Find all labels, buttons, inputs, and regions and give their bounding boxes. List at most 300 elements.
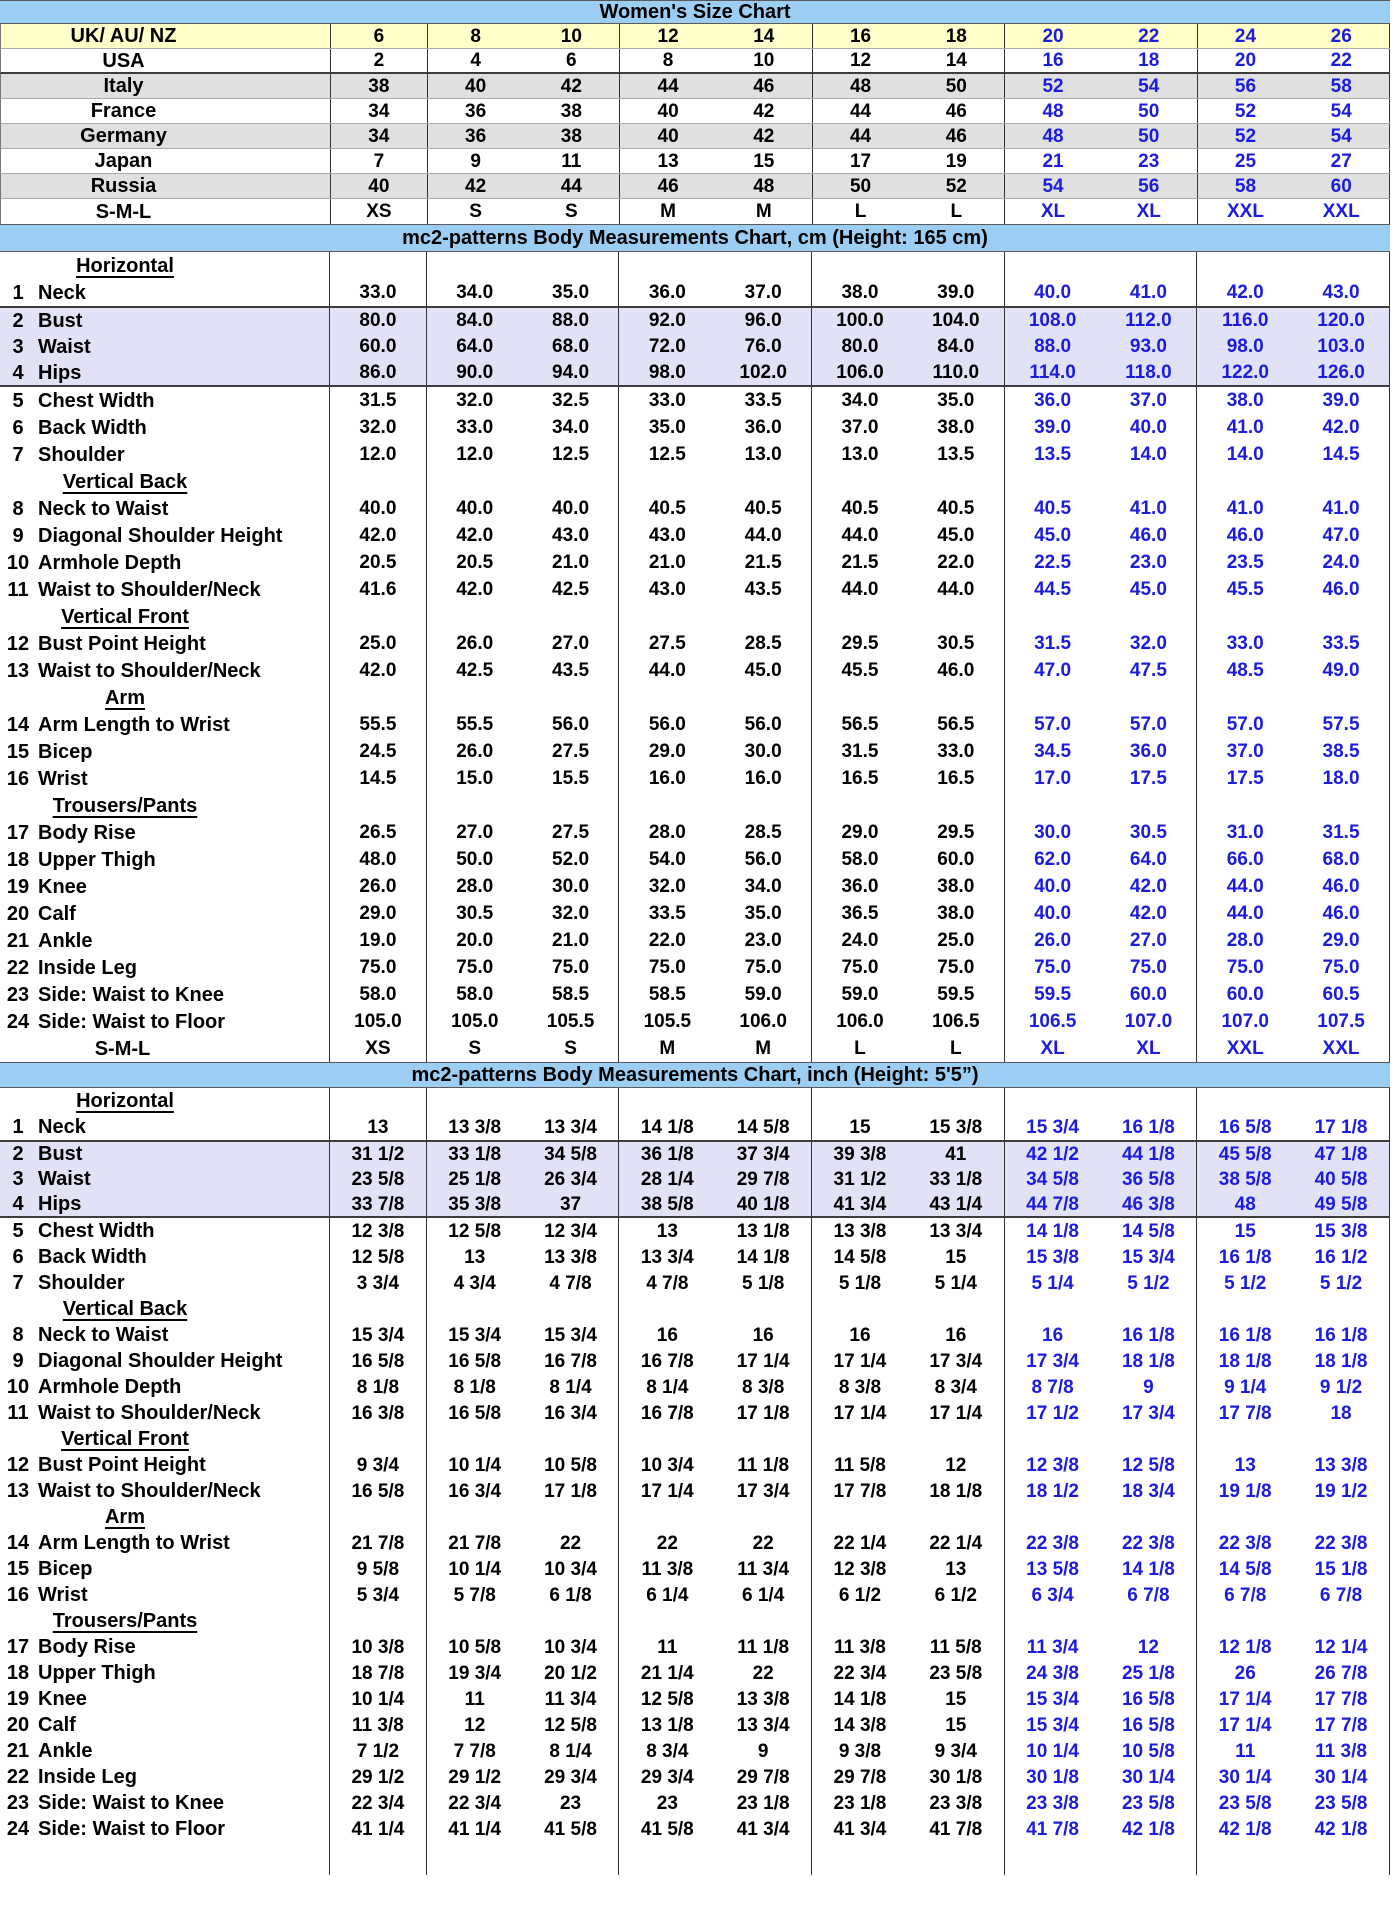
cell-value: 20 1/2 [523,1660,620,1686]
cell-value: 80.0 [841,336,879,357]
cell-value: 13 3/8 [715,1686,812,1712]
cell-value: 6 7/8 [1101,1582,1198,1608]
cell-value: 22 3/4 [448,1792,502,1814]
cell-value: 14.0 [1226,444,1264,465]
cell-value: 14 1/8 [715,1244,812,1270]
cell-value [1101,1296,1198,1322]
cell-value: 75.0 [1034,957,1072,978]
cell-value: 19 1/8 [1218,1480,1272,1502]
cell-value: 13 3/4 [715,1712,812,1738]
cell-value [330,1426,427,1452]
row-label-cell [0,1426,330,1452]
cell-value: 18 1/8 [1218,1350,1272,1372]
cell-value: 33.0 [330,279,427,306]
cell-value: 30.5 [1101,819,1198,846]
cell-value [1005,1842,1101,1875]
cell-value: 13 3/4 [908,1218,1005,1244]
cell-value [330,792,427,819]
cell-value [523,603,620,630]
cell-value: 12 1/8 [1218,1636,1272,1658]
cell-value: 12 5/8 [1101,1452,1198,1478]
cell-value: 33.5 [1293,630,1390,657]
row-number: 23 [6,1792,30,1814]
cell-value: 36 [465,125,487,147]
row-number: 18 [6,1662,30,1684]
cell-value [715,792,812,819]
cell-value: 19.0 [330,927,427,954]
measurement-label: Chest Width [38,389,155,412]
cell-value: 49 5/8 [1293,1192,1390,1216]
row-label-cell [0,792,330,819]
cell-value: 18 1/8 [1293,1348,1390,1374]
cell-value [330,684,427,711]
cell-value: 10 5/8 [523,1452,620,1478]
cell-value: 41 5/8 [640,1818,694,1840]
cell-value: 23.5 [1226,552,1264,573]
cell-value [812,468,908,495]
cell-value: 57.5 [1293,711,1390,738]
cell-value: 27.0 [456,822,494,843]
cell-value: 19 1/2 [1293,1478,1390,1504]
measurement-label: Bust Point Height [38,1454,206,1476]
cell-value: 14 1/8 [640,1116,694,1138]
cell-value [1005,468,1101,495]
cell-value: 37.0 [715,279,812,306]
cell-value: 16 5/8 [330,1478,427,1504]
cell-value: 34.0 [523,414,620,441]
cell-value: 15 3/4 [1026,1714,1079,1736]
cell-value: 5 1/8 [715,1270,812,1296]
row-label: France [90,100,157,122]
cell-value: 17 [849,150,872,172]
cell-value: 44 [849,125,872,147]
table-row [0,24,1390,49]
cell-value: 58 [1293,74,1390,98]
cell-value: 42.0 [456,579,494,600]
cell-value: 80.0 [330,308,427,333]
cell-value [330,603,427,630]
cell-value: 8 1/4 [646,1376,689,1398]
cell-value: 22.5 [1034,552,1072,573]
cell-value: 62.0 [1034,849,1072,870]
cell-value [523,468,620,495]
cell-value: 16 5/8 [448,1350,502,1372]
cell-value: 84.0 [456,310,494,331]
cell-value: 105.5 [643,1011,692,1032]
row-number: 6 [12,1246,24,1268]
cell-value [1101,1608,1198,1634]
cell-value [812,1608,908,1634]
cell-value: 41.0 [1293,495,1390,522]
cell-value: 20.5 [456,552,494,573]
cell-value: 52 [1234,125,1257,147]
cell-value [908,792,1005,819]
row-number: 10 [6,1376,30,1398]
cell-value [427,468,523,495]
cell-value: 17 1/4 [715,1348,812,1374]
cell-value: M [659,1038,676,1059]
cell-value: 24 [1234,25,1257,47]
cell-value: 17 3/4 [908,1348,1005,1374]
table-row [0,954,1390,981]
cell-value: 14 5/8 [833,1246,887,1268]
cell-value: 22 [1101,24,1198,48]
cell-value: 17 1/4 [908,1400,1005,1426]
cell-value [1005,684,1101,711]
cell-value: 56.0 [715,846,812,873]
cell-value: 42 1/2 [1026,1143,1079,1165]
cell-value: 31.0 [1226,822,1264,843]
cell-value: 40.0 [1034,903,1072,924]
cell-value: 49.0 [1293,657,1390,684]
cell-value: 46 [657,175,679,197]
cell-value: XL [1040,201,1066,222]
cell-value [619,603,715,630]
cell-value: 18 [1101,49,1198,72]
cell-value [1101,1088,1198,1114]
cell-value: 16 1/8 [1218,1246,1272,1268]
cell-value: XS [330,1035,427,1062]
cell-value [619,1296,715,1322]
table-row [0,711,1390,738]
cell-value: 116.0 [1221,310,1269,331]
row-label-cell [0,468,330,495]
table-row [0,1530,1390,1556]
cell-value: 98.0 [1226,336,1264,357]
cell-value: 33.5 [648,903,686,924]
cell-value: XXL [1293,199,1390,224]
cell-value [330,1296,427,1322]
cell-value: 16 1/8 [1101,1114,1198,1140]
cell-value [427,252,523,279]
cell-value: 16 7/8 [640,1350,694,1372]
row-number: 2 [12,309,24,332]
cell-value: 15 3/8 [1026,1246,1079,1268]
table-row [0,414,1390,441]
cell-value: 38 [331,74,428,98]
cell-value: 48 [716,174,813,198]
table-row [0,252,1390,279]
cell-value: 43.0 [1293,279,1390,306]
cell-value [908,252,1005,279]
cell-value: 46.0 [1101,522,1198,549]
cell-value: 11 1/8 [715,1634,812,1660]
cell-value: 13 [657,150,679,172]
row-label-cell [0,1582,330,1608]
cell-value: 29.5 [841,633,879,654]
row-label-cell [0,1348,330,1374]
row-number: 14 [6,713,30,736]
cell-value: 17 1/8 [523,1478,620,1504]
cell-value: 33.0 [648,390,686,411]
cell-value: 36 5/8 [1101,1166,1198,1192]
table-row [0,124,1390,149]
cell-value: 27.5 [523,738,620,765]
cell-value: 44.0 [841,525,879,546]
row-label-cell [0,333,330,360]
cell-value: 17.0 [1034,768,1072,789]
cm-measurement-rows [0,252,1390,1062]
cell-value: 17 1/4 [833,1350,887,1372]
cell-value: 46.0 [1293,873,1390,900]
cell-value: 52 [1234,100,1257,122]
measurement-label: Wrist [38,767,88,790]
cell-value: 39 3/8 [833,1143,887,1165]
cell-value [523,1426,620,1452]
cell-value [619,684,715,711]
cell-value: 38.0 [1226,390,1264,411]
cell-value [908,1504,1005,1530]
cell-value: 40.5 [648,498,686,519]
cell-value: 31.5 [841,741,879,762]
table-row [0,360,1390,387]
cell-value: 54 [1101,74,1198,98]
cell-value [812,1088,908,1114]
cell-value: 5 1/2 [1101,1270,1198,1296]
cell-value: 27.0 [1101,927,1198,954]
cell-value [715,1608,812,1634]
cell-value: 9 3/4 [330,1452,427,1478]
cell-value: 23 1/8 [833,1792,887,1814]
cell-value: 22.0 [648,930,686,951]
row-label-cell [0,1452,330,1478]
table-row [0,1374,1390,1400]
measurement-label: Inside Leg [38,956,137,979]
cell-value [908,1296,1005,1322]
cell-value: 36.5 [841,903,879,924]
cell-value: 4 7/8 [523,1270,620,1296]
cell-value: 42.0 [456,525,494,546]
inch-chart-title: mc2-patterns Body Measurements Chart, inch (Height: 5'5”) [411,1063,979,1086]
cell-value: 9 1/2 [1293,1374,1390,1400]
cell-value: 58.5 [523,981,620,1008]
cell-value: 100.0 [836,310,884,331]
cell-value: 13 [1234,1454,1256,1476]
cell-value: 60.0 [1101,981,1198,1008]
cell-value: 9 1/4 [1224,1376,1267,1398]
cell-value: 46 [908,124,1005,148]
cell-value: 40.5 [715,495,812,522]
cell-value: 13 3/4 [523,1114,620,1140]
row-label-cell [0,1530,330,1556]
cell-value: 50 [1101,99,1198,123]
measurement-label: Shoulder [38,443,125,466]
cell-value: 110.0 [908,360,1005,385]
row-label-cell [1,174,331,198]
row-label-cell [0,1608,330,1634]
cell-value: 23 5/8 [1293,1790,1390,1816]
measurement-label: Upper Thigh [38,1662,156,1684]
cell-value [812,1504,908,1530]
cell-value: 59.5 [908,981,1005,1008]
cell-value: 11 3/8 [834,1636,886,1658]
cell-value: 15 3/8 [1293,1218,1390,1244]
cell-value: 10 5/8 [448,1636,502,1658]
row-number: 21 [6,1740,30,1762]
measurement-label: Neck [38,281,86,304]
table-row [0,819,1390,846]
cell-value: 38 [523,124,620,148]
cell-value: 21 [1042,150,1064,172]
size-chart-title-band [0,0,1390,24]
cell-value [812,603,908,630]
cell-value: 31 1/2 [330,1142,427,1166]
cell-value [1005,792,1101,819]
cell-value: 22 1/4 [908,1530,1005,1556]
cell-value: 16 [715,1322,812,1348]
cell-value: 15 [849,1116,871,1138]
measurement-label: Armhole Depth [38,551,182,574]
row-number: 17 [6,1636,30,1658]
section-label: Arm [104,686,145,709]
cell-value: 29 1/2 [330,1764,427,1790]
cell-value: 32.0 [330,414,427,441]
cell-value: 41.0 [1226,498,1264,519]
cell-value: 40.0 [330,495,427,522]
cell-value [427,603,523,630]
cell-value: 16 [1042,1324,1064,1346]
row-label-cell [1,199,331,224]
cell-value: 16 5/8 [1101,1686,1198,1712]
table-row [0,630,1390,657]
cell-value: 8 1/4 [523,1738,620,1764]
table-row [0,576,1390,603]
row-label-cell [0,387,330,414]
cell-value: 90.0 [456,362,494,383]
measurement-label: Neck to Waist [38,1324,169,1346]
cell-value: 30 1/4 [1218,1766,1272,1788]
cell-value: 15 [1234,1220,1256,1242]
table-row [0,792,1390,819]
cell-value [1101,603,1198,630]
cell-value: 38.5 [1293,738,1390,765]
cell-value: 43.0 [648,525,686,546]
section-label: Vertical Front [61,1428,189,1450]
cell-value: 22 [1293,49,1390,72]
cell-value: 40 [465,75,487,97]
cell-value: 105.0 [330,1008,427,1035]
cell-value: 14 [908,49,1005,72]
table-row [0,1218,1390,1244]
cell-value: 42 [716,99,813,123]
cell-value: 20.5 [330,549,427,576]
cell-value [812,792,908,819]
cell-value: 34 5/8 [523,1142,620,1166]
cell-value [1005,1504,1101,1530]
cell-value: 8 1/8 [453,1376,496,1398]
cell-value: M [660,201,676,222]
cell-value [619,1842,715,1875]
cell-value: 12.0 [330,441,427,468]
cell-value: 33 7/8 [330,1192,427,1216]
table-row [0,1348,1390,1374]
cell-value: 17 1/4 [1218,1714,1272,1736]
cell-value: 29 3/4 [523,1764,620,1790]
row-label-cell [0,603,330,630]
cell-value: 16 [1042,50,1064,71]
cell-value: 41.6 [330,576,427,603]
table-row [0,1400,1390,1426]
cell-value: 40.5 [908,495,1005,522]
cell-value: 17 1/4 [833,1402,887,1424]
cell-value: 32.0 [456,390,494,411]
cell-value: 12 [849,50,872,71]
cell-value: 29.0 [648,741,686,762]
row-label: Japan [94,150,153,172]
measurement-label: Arm Length to Wrist [38,713,230,736]
cell-value: 44 [523,174,620,198]
cell-value: 6 3/4 [1031,1584,1074,1606]
row-label-cell [1,124,331,148]
cell-value [523,252,620,279]
cell-value: 35.0 [523,279,620,306]
cell-value: 86.0 [330,360,427,385]
cell-value: 5 1/4 [908,1270,1005,1296]
row-label-cell [0,522,330,549]
cell-value: 17 7/8 [1293,1686,1390,1712]
cell-value: 108.0 [1028,310,1077,331]
cell-value: 106.0 [836,1011,884,1032]
measurement-label: Waist [38,335,91,358]
cell-value: 26 [1234,1662,1256,1684]
cell-value: 16 1/8 [1218,1324,1272,1346]
table-footer-space [0,1842,1390,1875]
cell-value: 20.0 [456,930,494,951]
cell-value: 35.0 [908,387,1005,414]
cell-value [1293,1088,1390,1114]
section-label: Vertical Back [62,1298,188,1320]
measurement-label: Knee [38,1688,87,1710]
cell-value: 16 [656,1324,678,1346]
row-number: 4 [12,1193,24,1215]
cell-value: 57.0 [1034,714,1072,735]
cell-value: 23 5/8 [1218,1792,1272,1814]
cell-value [523,1842,620,1875]
cell-value: 29.0 [1293,927,1390,954]
table-row [0,1088,1390,1114]
cell-value: 31.5 [1034,633,1072,654]
row-number: 19 [6,875,30,898]
cell-value: 11 [1235,1740,1256,1762]
cell-value [1293,1842,1390,1875]
row-number: 12 [6,632,30,655]
cell-value: 34.0 [456,282,494,303]
cell-value [1005,1426,1101,1452]
measurement-label: Waist to Shoulder/Neck [38,578,261,601]
cell-value: 40 1/8 [715,1192,812,1216]
row-label-cell [0,1322,330,1348]
cell-value: S [523,1035,620,1062]
cell-value: 21.0 [523,927,620,954]
cell-value [812,252,908,279]
row-number: 6 [12,416,24,439]
cell-value: 35 3/8 [448,1193,502,1215]
cell-value: 107.0 [1221,1011,1269,1032]
cell-value: 5 1/8 [838,1272,882,1294]
cell-value: 28.0 [1226,930,1264,951]
cell-value: 38.0 [908,900,1005,927]
cell-value: 44.0 [1226,903,1264,924]
row-number: 8 [12,1324,24,1346]
cm-chart-title-band [0,224,1390,252]
row-label-cell [0,981,330,1008]
table-row [0,99,1390,124]
cell-value: 16 7/8 [523,1348,620,1374]
cell-value: 75.0 [908,954,1005,981]
row-label-cell [0,1842,330,1875]
cell-value: 23 5/8 [1101,1790,1198,1816]
cell-value: 38.0 [841,282,879,303]
